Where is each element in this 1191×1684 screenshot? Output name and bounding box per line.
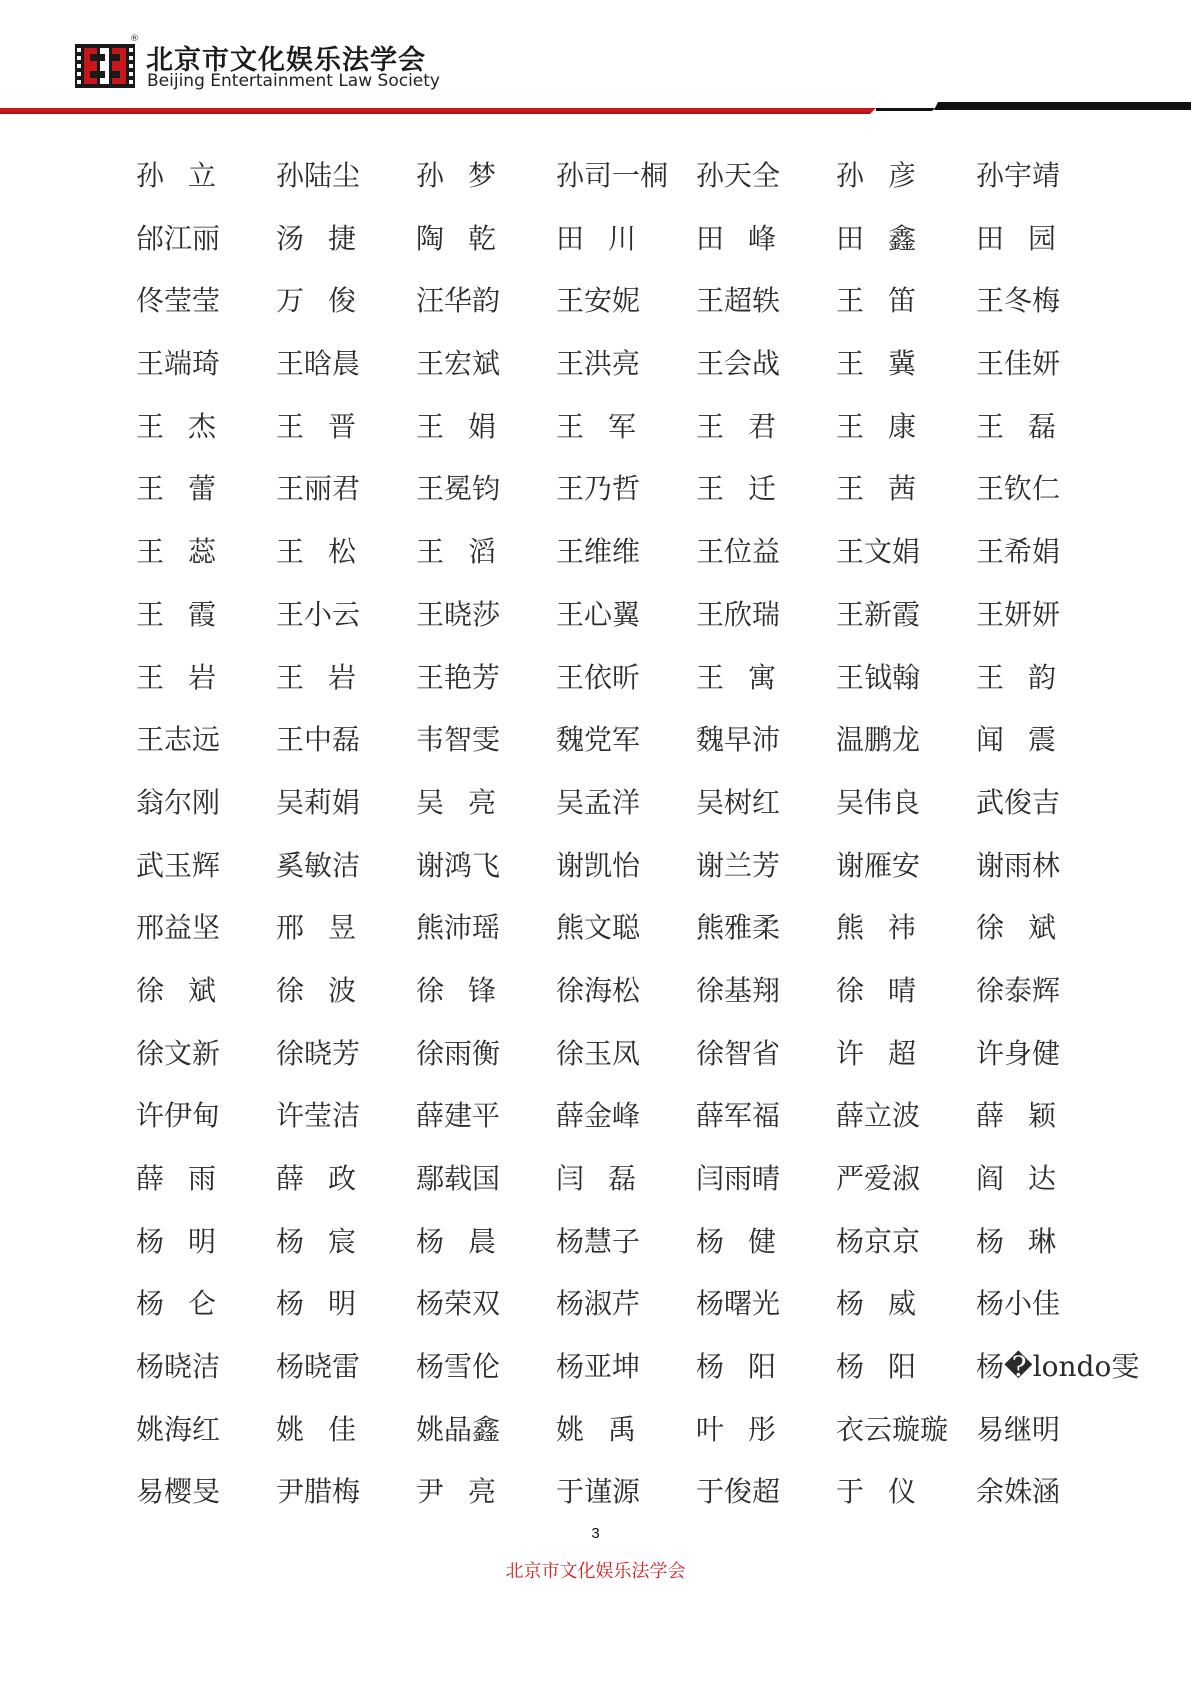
member-name: 邢益坚 xyxy=(136,911,221,945)
member-name: 王小云 xyxy=(276,597,361,631)
member-name: 徐晓芳 xyxy=(276,1036,361,1070)
member-name: 孙宇靖 xyxy=(976,159,1061,192)
member-name: 杨慧子 xyxy=(556,1224,641,1258)
member-name: 杨明 xyxy=(276,1287,381,1321)
member-name: 王会战 xyxy=(696,347,781,381)
member-name: 王冕钧 xyxy=(416,472,501,506)
member-name: 王钦仁 xyxy=(976,472,1061,506)
member-name: 叶彤 xyxy=(696,1412,801,1446)
member-name: 吴孟洋 xyxy=(556,785,641,819)
member-name: 熊雅柔 xyxy=(696,911,781,945)
member-name: 于仪 xyxy=(836,1475,941,1509)
member-name: 薛政 xyxy=(276,1162,381,1195)
member-name: 王艳芳 xyxy=(416,660,501,694)
member-name: 薛颖 xyxy=(976,1099,1081,1133)
member-name: 王洪亮 xyxy=(556,347,641,381)
member-name: 徐斌 xyxy=(976,911,1081,945)
member-name: 王乃哲 xyxy=(556,472,641,506)
member-name: 谢鸿飞 xyxy=(416,848,501,882)
member-name: 许伊甸 xyxy=(136,1099,221,1133)
member-name: 田川 xyxy=(556,221,661,255)
member-name: 尹亮 xyxy=(416,1475,521,1509)
member-name: 杨宸 xyxy=(276,1224,381,1258)
member-name: 王端琦 xyxy=(136,347,221,381)
member-name: 孙梦 xyxy=(416,159,521,192)
member-name: 邢昱 xyxy=(276,911,381,945)
member-name: 王丽君 xyxy=(276,472,361,506)
member-name: 王新霞 xyxy=(836,597,921,631)
member-name: 谢雁安 xyxy=(836,848,921,882)
film-strip-logo-icon xyxy=(75,40,135,92)
member-name: 杨雪伦 xyxy=(416,1350,501,1384)
member-name: 许身健 xyxy=(976,1036,1061,1070)
member-name: 王安妮 xyxy=(556,284,641,318)
member-name: 王蕾 xyxy=(136,472,241,506)
member-name: 杨曙光 xyxy=(696,1287,781,1321)
page-number: 3 xyxy=(591,1525,600,1542)
member-name: 谢凯怡 xyxy=(556,848,641,882)
org-name-english: Beijing Entertainment Law Society xyxy=(147,71,440,91)
member-name: 许超 xyxy=(836,1036,941,1070)
member-name: 魏党军 xyxy=(556,723,641,757)
member-name: 万俊 xyxy=(276,284,381,318)
member-name: 姚禹 xyxy=(556,1412,661,1446)
member-name: 武玉辉 xyxy=(136,848,221,882)
member-name: 吴莉娟 xyxy=(276,785,361,819)
member-name: 王晓莎 xyxy=(416,597,501,631)
member-name: 奚敏洁 xyxy=(276,848,361,882)
page-header xyxy=(0,0,1191,120)
member-name: 王中磊 xyxy=(276,723,361,757)
member-name: 徐基翔 xyxy=(696,973,781,1007)
member-name: 闫磊 xyxy=(556,1162,661,1195)
footer-org-name: 北京市文化娱乐法学会 xyxy=(505,1561,686,1582)
member-name: 徐雨衡 xyxy=(416,1036,501,1070)
member-name: 武俊吉 xyxy=(976,785,1061,819)
member-name: 衣云璇璇 xyxy=(836,1412,949,1446)
member-name: 阎达 xyxy=(976,1162,1081,1195)
member-name: 王娟 xyxy=(416,409,521,443)
member-name: 杨威 xyxy=(836,1287,941,1321)
member-name: 薛军福 xyxy=(696,1099,781,1133)
member-name: 杨阳 xyxy=(836,1350,941,1384)
member-name: 严爱淑 xyxy=(836,1162,921,1195)
member-name: 闫雨晴 xyxy=(696,1162,781,1195)
member-name: 易樱旻 xyxy=(136,1475,221,1509)
member-name: 王妍妍 xyxy=(976,597,1061,631)
member-name: 徐晴 xyxy=(836,973,941,1007)
member-name: 王晋 xyxy=(276,409,381,443)
member-name: 杨小佳 xyxy=(976,1287,1061,1321)
member-name: 王韵 xyxy=(976,660,1081,694)
member-name: 薛立波 xyxy=(836,1099,921,1133)
member-name: 孙陆尘 xyxy=(276,159,361,192)
member-name: 熊文聪 xyxy=(556,911,641,945)
member-name: 王冀 xyxy=(836,347,941,381)
member-name: 徐海松 xyxy=(556,973,641,1007)
member-name: 温鹏龙 xyxy=(836,723,921,757)
member-name: 吴树红 xyxy=(696,785,781,819)
member-name: 杨健 xyxy=(696,1224,801,1258)
member-name: 徐锋 xyxy=(416,973,521,1007)
member-name: 王晗晨 xyxy=(276,347,361,381)
org-name-chinese: 北京市文化娱乐法学会 xyxy=(146,45,426,76)
member-name: 孙彦 xyxy=(836,159,941,192)
member-name: 王位益 xyxy=(696,535,781,569)
member-name: 徐波 xyxy=(276,973,381,1007)
member-name: 杨京京 xyxy=(836,1224,921,1258)
member-name: 尹腊梅 xyxy=(276,1475,361,1509)
member-name: 杨淑芹 xyxy=(556,1287,641,1321)
member-name: 王钺翰 xyxy=(836,660,921,694)
member-names-grid xyxy=(118,145,1140,1524)
member-name: 杨明 xyxy=(136,1224,241,1258)
member-name: 王磊 xyxy=(976,409,1081,443)
member-name: 杨晨 xyxy=(416,1224,521,1258)
member-name: 佟莹莹 xyxy=(136,284,221,318)
member-name: 姚佳 xyxy=(276,1412,381,1446)
member-name: 王岩 xyxy=(136,660,241,694)
member-name: 王宏斌 xyxy=(416,347,501,381)
member-name: 姚海红 xyxy=(136,1412,221,1446)
member-name: 王文娟 xyxy=(836,535,921,569)
member-name: 杨晓雷 xyxy=(276,1350,361,1384)
member-name: 杨亚坤 xyxy=(556,1350,641,1384)
member-name: 薛雨 xyxy=(136,1162,241,1195)
header-divider xyxy=(0,100,1191,122)
member-name: 王笛 xyxy=(836,284,941,318)
member-name: 王君 xyxy=(696,409,801,443)
member-name: 闻震 xyxy=(976,723,1081,757)
member-name: 杨�londo雯 xyxy=(976,1350,1140,1384)
member-name: 薛建平 xyxy=(416,1099,501,1133)
member-name: 王军 xyxy=(556,409,661,443)
member-name: 王维维 xyxy=(556,535,641,569)
member-name: 薛金峰 xyxy=(556,1099,641,1133)
member-name: 王冬梅 xyxy=(976,284,1061,318)
member-name: 熊沛瑶 xyxy=(416,911,501,945)
member-name: 姚晶鑫 xyxy=(416,1412,501,1446)
member-name: 吴亮 xyxy=(416,785,521,819)
registered-mark: ® xyxy=(130,34,139,44)
member-name: 徐泰辉 xyxy=(976,973,1061,1007)
member-name: 田园 xyxy=(976,221,1081,255)
member-name: 王康 xyxy=(836,409,941,443)
member-name: 王迁 xyxy=(696,472,801,506)
member-name: 王希娟 xyxy=(976,535,1061,569)
member-name: 余姝涵 xyxy=(976,1475,1061,1509)
member-name: 熊祎 xyxy=(836,911,941,945)
member-name: 汪华韵 xyxy=(416,284,501,318)
member-name: 于俊超 xyxy=(696,1475,781,1509)
member-name: 杨晓洁 xyxy=(136,1350,221,1384)
member-name: 于谨源 xyxy=(556,1475,641,1509)
member-name: 陶乾 xyxy=(416,221,521,255)
member-name: 王超轶 xyxy=(696,284,781,318)
member-name: 韦智雯 xyxy=(416,723,501,757)
member-name: 邰江丽 xyxy=(136,221,221,255)
member-name: 杨荣双 xyxy=(416,1287,501,1321)
member-name: 魏早沛 xyxy=(696,723,781,757)
member-name: 王依昕 xyxy=(556,660,641,694)
member-name: 王茜 xyxy=(836,472,941,506)
member-name: 王霞 xyxy=(136,597,241,631)
member-name: 田鑫 xyxy=(836,221,941,255)
member-name: 王志远 xyxy=(136,723,221,757)
member-name: 孙天全 xyxy=(696,159,781,192)
member-name: 王岩 xyxy=(276,660,381,694)
member-name: 徐玉凤 xyxy=(556,1036,641,1070)
member-name: 杨琳 xyxy=(976,1224,1081,1258)
member-name: 汤捷 xyxy=(276,221,381,255)
member-name: 孙立 xyxy=(136,159,241,192)
member-name: 王松 xyxy=(276,535,381,569)
member-name: 徐智省 xyxy=(696,1036,781,1070)
member-name: 王心翼 xyxy=(556,597,641,631)
member-name: 王滔 xyxy=(416,535,521,569)
member-name: 孙司一桐 xyxy=(556,159,669,192)
member-name: 王佳妍 xyxy=(976,347,1061,381)
member-name: 王蕊 xyxy=(136,535,241,569)
member-name: 吴伟良 xyxy=(836,785,921,819)
member-name: 翁尔刚 xyxy=(136,785,221,819)
member-name: 徐斌 xyxy=(136,973,241,1007)
member-name: 谢雨林 xyxy=(976,848,1061,882)
member-name: 王杰 xyxy=(136,409,241,443)
member-name: 田峰 xyxy=(696,221,801,255)
member-name: 杨仑 xyxy=(136,1287,241,1321)
member-name: 许莹洁 xyxy=(276,1099,361,1133)
member-name: 王欣瑞 xyxy=(696,597,781,631)
member-name: 易继明 xyxy=(976,1412,1061,1446)
member-name: 王寓 xyxy=(696,660,801,694)
member-name: 杨阳 xyxy=(696,1350,801,1384)
member-name: 谢兰芳 xyxy=(696,848,781,882)
member-name: 鄢载国 xyxy=(416,1162,501,1195)
member-name: 徐文新 xyxy=(136,1036,221,1070)
